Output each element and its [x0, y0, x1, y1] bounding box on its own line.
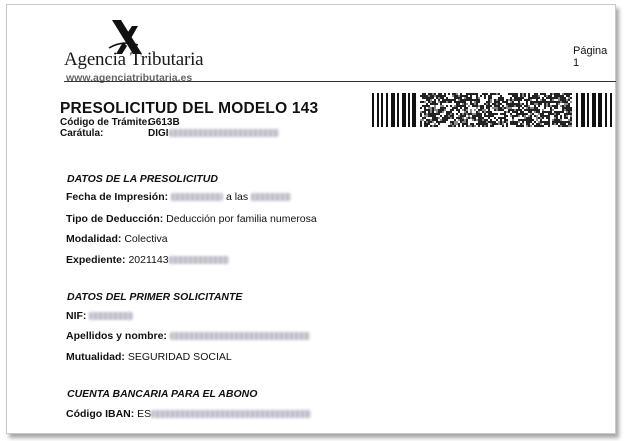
caratula-value	[148, 128, 279, 139]
fecha-impresion-row	[66, 191, 291, 203]
tipo-value: Deducción por familia numerosa	[166, 213, 317, 225]
redacted-date	[171, 193, 223, 201]
fecha-label: Fecha de Impresión:	[66, 191, 169, 203]
document-title: PRESOLICITUD DEL MODELO 143	[60, 100, 319, 117]
section-title-solicitante: DATOS DEL PRIMER SOLICITANTE	[67, 291, 243, 303]
iban-row	[66, 408, 311, 420]
page-number: Página 1	[573, 45, 608, 69]
nif-label: NIF:	[66, 310, 87, 322]
modalidad-label: Modalidad:	[66, 233, 122, 245]
section-title-presolicitud: DATOS DE LA PRESOLICITUD	[67, 173, 218, 185]
mutualidad-value: SEGURIDAD SOCIAL	[127, 351, 232, 363]
redacted-time	[251, 193, 291, 201]
modalidad-value: Colectiva	[124, 233, 168, 245]
caratula-label: Carátula:	[60, 128, 104, 139]
iban-prefix: ES	[137, 408, 152, 420]
mutualidad-row	[66, 351, 232, 363]
modalidad-row	[66, 233, 168, 245]
redacted-name	[170, 332, 310, 340]
tipo-label: Tipo de Deducción:	[66, 213, 164, 225]
fecha-connector: a las	[225, 191, 249, 203]
agency-name: Agencia Tributaria	[64, 49, 204, 70]
tramite-row	[60, 117, 180, 128]
redacted-nif	[89, 312, 133, 320]
nombre-label: Apellidos y nombre:	[66, 330, 167, 342]
tramite-label: Código de Trámite:	[60, 117, 151, 128]
expediente-value: 2021143	[128, 254, 169, 266]
section-title-cuenta: CUENTA BANCARIA PARA EL ABONO	[67, 388, 258, 400]
document-page	[6, 4, 616, 434]
caratula-prefix: DIGI	[148, 128, 169, 139]
redacted-text	[169, 256, 229, 264]
expediente-label: Expediente:	[66, 254, 126, 266]
iban-label: Código IBAN:	[66, 408, 135, 420]
caratula-row	[60, 128, 169, 139]
expediente-row	[66, 254, 229, 266]
header-divider	[64, 81, 616, 82]
barcode-image	[372, 93, 614, 127]
nombre-row	[66, 330, 310, 342]
tipo-deduccion-row	[66, 213, 317, 225]
redacted-iban	[151, 410, 311, 418]
redacted-text	[169, 129, 279, 137]
agency-website: www.agenciatributaria.es	[66, 72, 193, 84]
nif-row	[66, 310, 133, 322]
tramite-value: G613B	[148, 117, 180, 128]
mutualidad-label: Mutualidad:	[66, 351, 125, 363]
